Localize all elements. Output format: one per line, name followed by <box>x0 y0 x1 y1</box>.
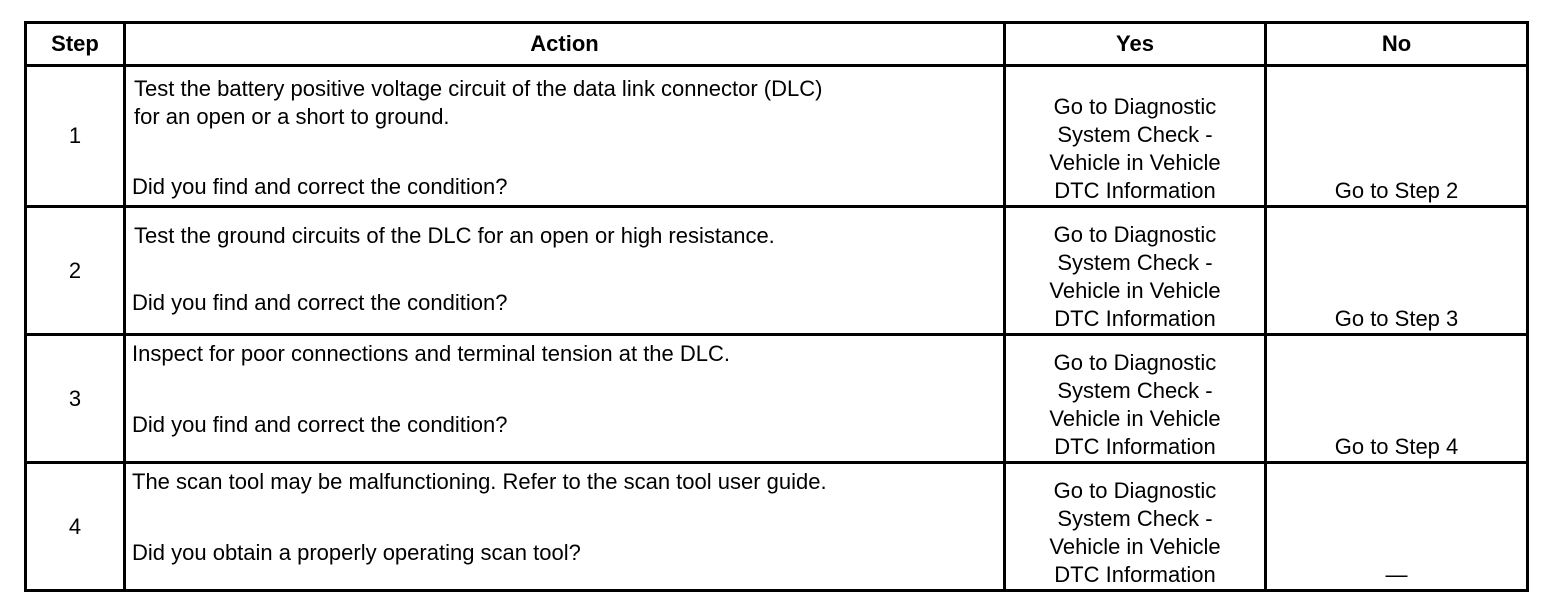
yes-line: System Check - <box>1057 250 1213 275</box>
yes-line: Vehicle in Vehicle <box>1049 406 1221 431</box>
action-text: Inspect for poor connections and terminal tension at the DLC. <box>132 341 731 366</box>
header-row <box>26 23 1528 66</box>
step-number: 3 <box>26 335 125 463</box>
yes-line: System Check - <box>1057 506 1213 531</box>
yes-line: Go to Diagnostic <box>1053 478 1217 503</box>
no-cell: Go to Step 3 <box>1266 207 1528 335</box>
yes-cell <box>1005 66 1266 207</box>
step-number: 2 <box>26 207 125 335</box>
yes-cell <box>1005 463 1266 591</box>
yes-line: DTC Information <box>1054 562 1216 587</box>
action-question: Did you find and correct the condition? <box>132 290 508 315</box>
action-cell <box>125 335 1005 463</box>
yes-line: DTC Information <box>1054 434 1216 459</box>
yes-line: Vehicle in Vehicle <box>1049 150 1221 175</box>
table-row <box>26 207 1528 335</box>
yes-line: System Check - <box>1057 122 1213 147</box>
action-cell <box>125 66 1005 207</box>
action-text: The scan tool may be malfunctioning. Refer to the scan tool user guide. <box>132 469 827 494</box>
yes-line: System Check - <box>1057 378 1213 403</box>
yes-cell <box>1005 207 1266 335</box>
action-text: Test the ground circuits of the DLC for an open or high resistance. <box>134 223 775 248</box>
action-cell <box>125 463 1005 591</box>
action-cell <box>125 207 1005 335</box>
no-cell: Go to Step 4 <box>1266 335 1528 463</box>
yes-line: Vehicle in Vehicle <box>1049 534 1221 559</box>
yes-line: Go to Diagnostic <box>1053 350 1217 375</box>
yes-line: Go to Diagnostic <box>1053 94 1217 119</box>
header-yes: Yes <box>1005 23 1266 66</box>
action-question: Did you find and correct the condition? <box>132 174 508 199</box>
action-question: Did you obtain a properly operating scan tool? <box>132 540 581 565</box>
header-no: No <box>1266 23 1528 66</box>
no-cell: — <box>1266 463 1528 591</box>
header-action: Action <box>125 23 1005 66</box>
yes-line: DTC Information <box>1054 178 1216 203</box>
diagnostic-table <box>24 21 1529 592</box>
yes-line: DTC Information <box>1054 306 1216 331</box>
table-row <box>26 66 1528 207</box>
header-step: Step <box>26 23 125 66</box>
no-cell: Go to Step 2 <box>1266 66 1528 207</box>
yes-cell <box>1005 335 1266 463</box>
yes-line: Go to Diagnostic <box>1053 222 1217 247</box>
step-number: 4 <box>26 463 125 591</box>
table-row <box>26 335 1528 463</box>
action-text: Test the battery positive voltage circuit of the data link connector (DLC) for an open or a short to ground. <box>134 76 823 129</box>
step-number: 1 <box>26 66 125 207</box>
action-question: Did you find and correct the condition? <box>132 412 508 437</box>
yes-line: Vehicle in Vehicle <box>1049 278 1221 303</box>
table-row <box>26 463 1528 591</box>
